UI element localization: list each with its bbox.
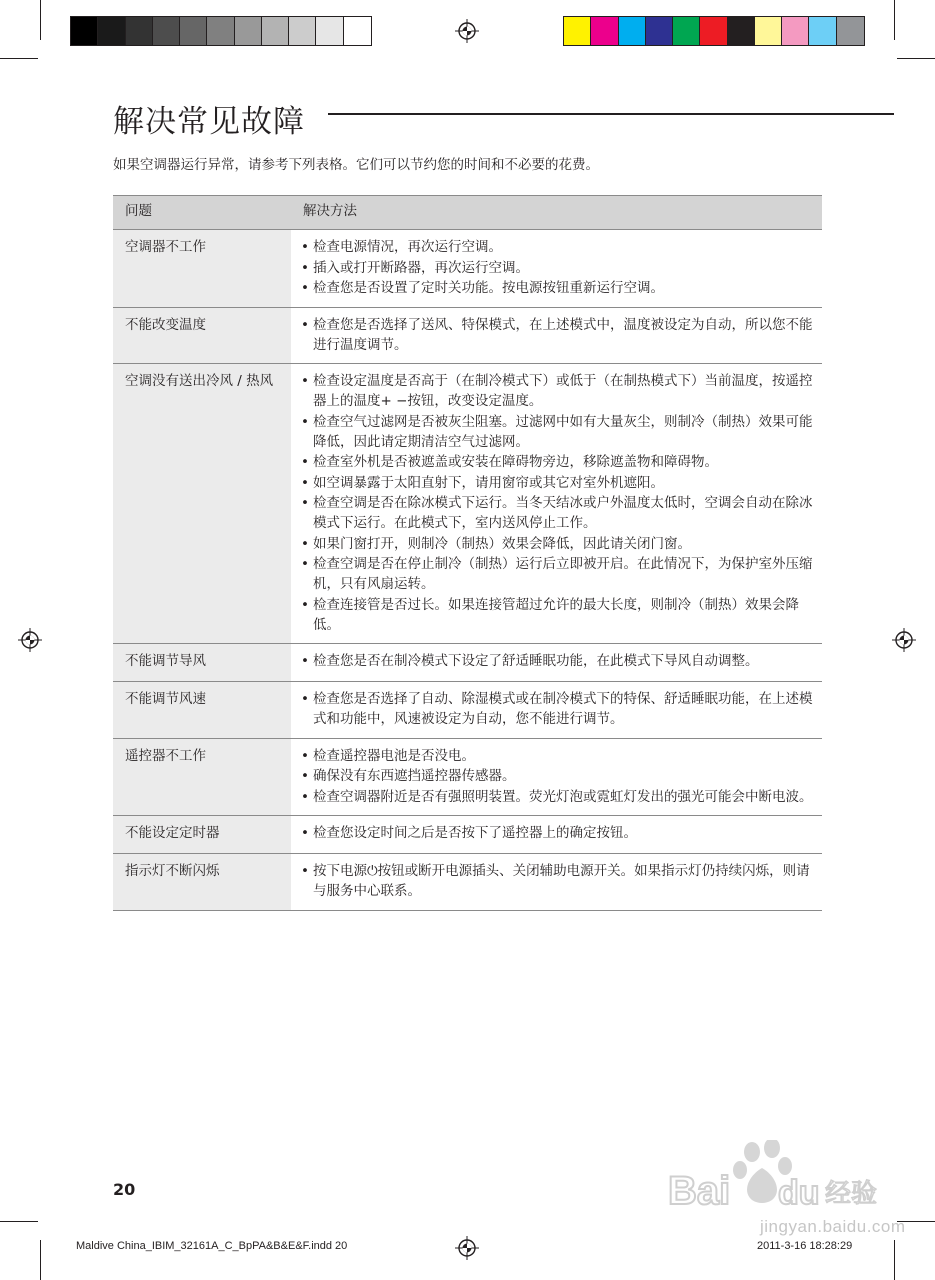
solution-list: [301, 237, 814, 298]
solution-item: • 如果门窗打开，则制冷（制热）效果会降低，因此请关闭门窗。: [301, 534, 814, 554]
solution-item: • 检查空调是否在除冰模式下运行。当冬天结冰或户外温度太低时，空调会自动在除冰模式下运行。在此模式下，室内送风停止工作。: [301, 493, 814, 533]
color-swatch: [728, 17, 755, 45]
solution-cell: [291, 854, 822, 911]
solution-item: • 检查室外机是否被遮盖或安装在障碍物旁边，移除遮盖物和障碍物。: [301, 452, 814, 472]
registration-mark-icon: [455, 1236, 479, 1260]
print-slug-datetime: 2011-3-16 18:28:29: [757, 1240, 853, 1252]
solution-cell: [291, 230, 822, 308]
problem-cell: 不能调节导风: [113, 644, 291, 682]
table-row: [113, 230, 822, 308]
solution-list: [301, 689, 814, 729]
print-slug-file: Maldive China_IBIM_32161A_C_BpPA&B&E&F.indd 20: [76, 1240, 348, 1252]
color-swatch: [289, 17, 316, 45]
solution-item: • 检查设定温度是否高于（在制冷模式下）或低于（在制热模式下）当前温度，按遥控器上的温度+ −按钮，改变设定温度。: [301, 371, 814, 411]
intro-text: 如果空调器运行异常，请参考下列表格。它们可以节约您的时间和不必要的花费。: [113, 157, 599, 173]
table-row: [113, 364, 822, 644]
registration-mark-icon: [892, 628, 916, 652]
table-body: [113, 230, 822, 911]
color-swatch: [591, 17, 618, 45]
gray-swatch-bar: [70, 16, 372, 46]
solution-item: • 检查空调是否在停止制冷（制热）运行后立即被开启。在此情况下，为保护室外压缩机，只有风扇运转。: [301, 554, 814, 594]
solution-item: • 检查您设定时间之后是否按下了遥控器上的确定按钮。: [301, 823, 814, 843]
crop-mark: [40, 1240, 41, 1280]
crop-mark: [0, 58, 38, 59]
solution-cell: [291, 682, 822, 739]
color-swatch: [180, 17, 207, 45]
header-problem: 问题: [113, 196, 291, 230]
solution-cell: [291, 816, 822, 854]
solution-cell: [291, 364, 822, 644]
color-swatch: [755, 17, 782, 45]
troubleshooting-table: [113, 195, 822, 911]
table-row: [113, 644, 822, 682]
table-header-row: [113, 196, 822, 230]
watermark-url: jingyan.baidu.com: [760, 1217, 906, 1236]
solution-list: [301, 746, 814, 807]
crop-mark: [897, 58, 935, 59]
color-swatch: [673, 17, 700, 45]
header-solution: 解决方法: [291, 196, 822, 230]
color-swatch: [207, 17, 234, 45]
svg-text:du: du: [778, 1174, 820, 1212]
problem-cell: 不能调节风速: [113, 682, 291, 739]
crop-mark: [894, 0, 895, 40]
svg-text:Bai: Bai: [668, 1169, 731, 1213]
table-row: [113, 854, 822, 911]
svg-text:经验: 经验: [825, 1179, 878, 1209]
crop-mark: [894, 1240, 895, 1280]
solution-item: • 检查遥控器电池是否没电。: [301, 746, 814, 766]
solution-item: • 按下电源⏻按钮或断开电源插头、关闭辅助电源开关。如果指示灯仍持续闪烁，则请与服务中心联系。: [301, 861, 814, 901]
color-swatch: [71, 17, 98, 45]
solution-item: • 检查您是否选择了自动、除湿模式或在制冷模式下的特保、舒适睡眠功能，在上述模式和功能中，风速被设定为自动，您不能进行调节。: [301, 689, 814, 729]
solution-list: [301, 315, 814, 355]
page-title: 解决常见故障: [113, 104, 305, 140]
color-swatch-bar: [563, 16, 865, 46]
problem-cell: 指示灯不断闪烁: [113, 854, 291, 911]
problem-cell: 空调器不工作: [113, 230, 291, 308]
solution-item: • 如空调暴露于太阳直射下，请用窗帘或其它对室外机遮阳。: [301, 473, 814, 493]
problem-cell: 空调没有送出冷风 / 热风: [113, 364, 291, 644]
solution-item: • 检查您是否设置了定时关功能。按电源按钮重新运行空调。: [301, 278, 814, 298]
color-swatch: [700, 17, 727, 45]
color-swatch: [782, 17, 809, 45]
color-swatch: [153, 17, 180, 45]
color-swatch: [316, 17, 343, 45]
table-row: [113, 816, 822, 854]
color-swatch: [344, 17, 371, 45]
solution-item: • 检查电源情况，再次运行空调。: [301, 237, 814, 257]
table-row: [113, 682, 822, 739]
solution-list: [301, 861, 814, 901]
color-swatch: [235, 17, 262, 45]
color-swatch: [619, 17, 646, 45]
problem-cell: 不能设定定时器: [113, 816, 291, 854]
solution-list: [301, 651, 814, 671]
crop-mark: [0, 1221, 38, 1222]
crop-mark: [40, 0, 41, 40]
page-number: 20: [113, 1180, 136, 1199]
solution-item: • 检查您是否在制冷模式下设定了舒适睡眠功能，在此模式下导风自动调整。: [301, 651, 814, 671]
registration-mark-icon: [18, 628, 42, 652]
color-swatch: [98, 17, 125, 45]
color-swatch: [646, 17, 673, 45]
color-swatch: [564, 17, 591, 45]
color-swatch: [126, 17, 153, 45]
problem-cell: 遥控器不工作: [113, 738, 291, 816]
solution-item: • 检查空气过滤网是否被灰尘阻塞。过滤网中如有大量灰尘，则制冷（制热）效果可能降低，因此请定期清洁空气过滤网。: [301, 412, 814, 452]
solution-list: [301, 823, 814, 843]
solution-item: • 确保没有东西遮挡遥控器传感器。: [301, 766, 814, 786]
color-swatch: [837, 17, 864, 45]
solution-item: • 检查您是否选择了送风、特保模式，在上述模式中，温度被设定为自动，所以您不能进行温度调节。: [301, 315, 814, 355]
solution-cell: [291, 738, 822, 816]
solution-list: [301, 371, 814, 635]
solution-item: • 检查连接管是否过长。如果连接管超过允许的最大长度，则制冷（制热）效果会降低。: [301, 595, 814, 635]
color-swatch: [809, 17, 836, 45]
solution-item: • 插入或打开断路器，再次运行空调。: [301, 258, 814, 278]
color-swatch: [262, 17, 289, 45]
registration-mark-icon: [455, 19, 479, 43]
solution-item: • 检查空调器附近是否有强照明装置。荧光灯泡或霓虹灯发出的强光可能会中断电波。: [301, 787, 814, 807]
table-row: [113, 307, 822, 364]
solution-cell: [291, 307, 822, 364]
solution-cell: [291, 644, 822, 682]
table-row: [113, 738, 822, 816]
problem-cell: 不能改变温度: [113, 307, 291, 364]
title-rule: [328, 113, 894, 115]
